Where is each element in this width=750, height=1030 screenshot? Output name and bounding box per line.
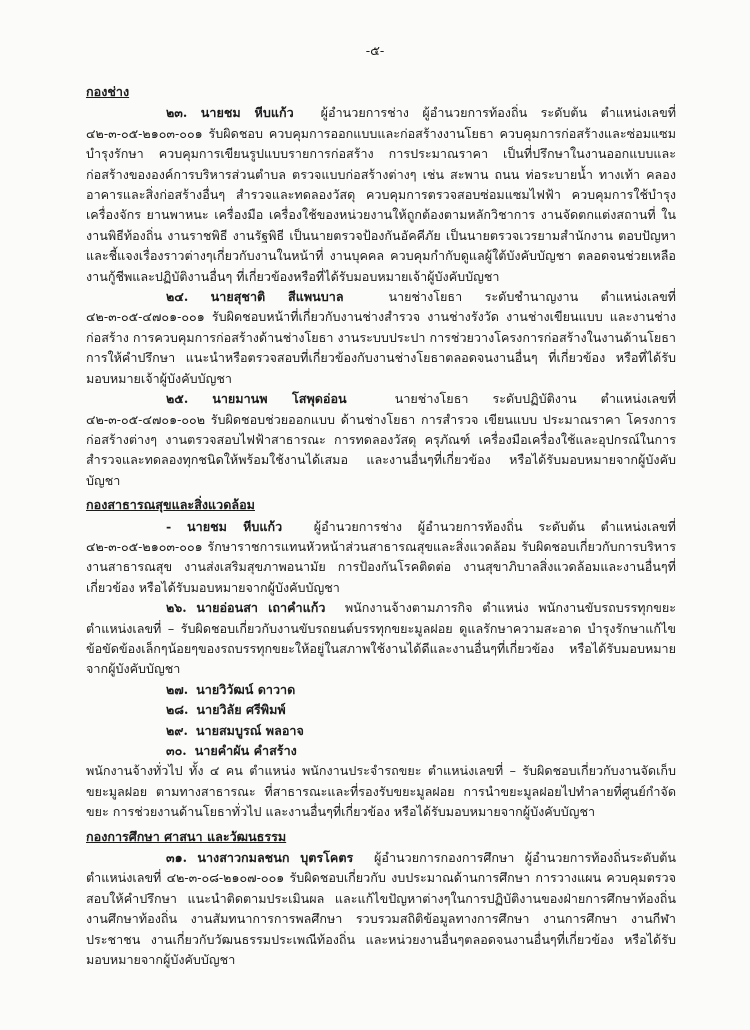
staff-entry bbox=[86, 103, 676, 287]
staff-name: นายมานพ โสพุดอ่อน bbox=[212, 391, 347, 407]
staff-list-item bbox=[86, 741, 676, 761]
entry-number: ๒๕. bbox=[166, 391, 189, 407]
entry-number: - bbox=[166, 518, 172, 534]
staff-list-item bbox=[86, 700, 676, 720]
section-heading-engineering: กองช่าง bbox=[86, 84, 130, 99]
staff-name: นางสาวกมลชนก บุตรโคตร bbox=[197, 850, 354, 866]
staff-entry bbox=[86, 848, 676, 970]
page-number: -๕- bbox=[365, 44, 385, 59]
staff-name: นายคำผัน คำสร้าง bbox=[194, 743, 297, 758]
staff-entry bbox=[86, 389, 676, 491]
document-body bbox=[86, 78, 676, 970]
entry-number: ๒๗. bbox=[166, 681, 189, 697]
entry-description: ผู้อำนวยการช่าง ผู้อำนวยการท้องถิ่น ระดับต้น ตำแหน่งเลขที่ ๔๒-๓-๐๕-๒๑๐๓-๐๐๑ รับผิดชอบ ควบคุมการออกแบบและก่อสร้างงานโยธา ควบคุมการก่อสร้างและซ่อมแซมบำรุงรักษา ควบคุมการเขียนรูปแบบรายการก่อสร้าง การประมาณราคา เป็นที่ปรึกษาในงานออกแบบและก่อสร้างขององค์การบริหารส่วนตำบล ตรวจแบบก่อสร้างต่างๆ เช่น สะพาน ถนน ท่อระบายน้ำ ทางเท้า คลอง อาคารและสิ่งก่อสร้างอื่นๆ สำรวจและทดลองวัสดุ ควบคุมการตรวจสอบซ่อมแซมไฟฟ้า ควบคุมการใช้บำรุงเครื่องจักร ยานพาหนะ เครื่องมือ เครื่องใช้ของหน่วยงานให้ถูกต้องตามหลักวิชาการ งานจัดตกแต่งสถานที่ ในงานพิธีท้องถิ่น งานราชพิธี งานรัฐพิธี เป็นนายตรวจป้องกันอัคคีภัย เป็นนายตรวจเวรยามสำนักงาน ตอบปัญหาและชี้แจงเรื่องราวต่างๆเกี่ยวกับงานในหน้าที่ งานบุคคล ควบคุมกำกับดูแลผู้ใต้บังคับบัญชา ตลอดจนช่วยเหลืองานกู้ชีพและปฏิบัติงานอื่นๆ ที่เกี่ยวข้องหรือที่ได้รับมอบหมายเจ้าผู้บังคับบัญชา bbox=[86, 105, 676, 284]
entry-number: ๒๓. bbox=[166, 105, 188, 121]
staff-entry bbox=[86, 517, 676, 599]
entry-number: ๒๖. bbox=[166, 600, 187, 616]
entry-description: ผู้อำนวยการกองการศึกษา ผู้อำนวยการท้องถิ่นระดับต้น ตำแหน่งเลขที่ ๔๒-๓-๐๘-๒๑๐๗-๐๐๑ รับผิดชอบเกี่ยวกับ งบประมาณด้านการศึกษา การวางแผน ควบคุมตรวจสอบให้คำปรึกษา แนะนำติดตามประเมินผล และแก้ไขปัญหาต่างๆในการปฏิบัติงานของฝ่ายการศึกษาท้องถิ่นงานศึกษาท้องถิ่น งานสัมทนาการการพลศึกษา รวบรวมสถิติข้อมูลทางการศึกษา งานการศึกษา งานกีฬาประชาชน งานเกี่ยวกับวัฒนธรรมประเพณีท้องถิ่น และหน่วยงานอื่นๆตลอดจนงานอื่นๆที่เกี่ยวข้อง หรือได้รับมอบหมายจากผู้บังคับบัญชา bbox=[86, 850, 676, 968]
staff-entry bbox=[86, 287, 676, 389]
staff-name: นายสุชาติ สีแพนบาล bbox=[210, 289, 344, 305]
entry-number: ๓๐. bbox=[166, 743, 187, 758]
entry-number: ๒๘. bbox=[166, 702, 189, 718]
staff-list-note: พนักงานจ้างทั่วไป ทั้ง ๔ คน ตำแหน่ง พนักงานประจำรถขยะ ตำแหน่งเลขที่ – รับผิดชอบเกี่ยวกับงานจัดเก็บขยะมูลฝอย ตามทางสาธารณะ ที่สาธารณะและที่รองรับขยะมูลฝอย การนำขยะมูลฝอยไปทำลายที่ศูนย์กำจัดขยะ การช่วยงานด้านโยธาทั่วไป และงานอื่นๆที่เกี่ยวข้อง หรือได้รับมอบหมายจากผู้บังคับบัญชา bbox=[86, 763, 676, 820]
entry-number: ๒๔. bbox=[166, 289, 189, 305]
entry-number: ๓๑. bbox=[166, 850, 187, 866]
section-heading-education: กองการศึกษา ศาสนา และวัฒนธรรม bbox=[86, 828, 287, 844]
staff-entry bbox=[86, 598, 676, 680]
entry-description: พนักงานจ้างตามภารกิจ ตำแหน่ง พนักงานขับรถบรรทุกขยะ ตำแหน่งเลขที่ – รับผิดชอบเกี่ยวกับงานขับรถยนต์บรรทุกขยะมูลฝอย ดูแลรักษาความสะอาด บำรุงรักษาแก้ไขข้อขัดข้องเล็กๆน้อยๆของรถบรรทุกขยะให้อยู่ในสภาพใช้งานได้ดีและงานอื่นๆที่เกี่ยวข้อง หรือได้รับมอบหมายจากผู้บังคับบัญชา bbox=[86, 600, 676, 677]
entry-number: ๒๙. bbox=[166, 722, 188, 738]
staff-name: นายวิลัย ศรีพิมพ์ bbox=[196, 702, 286, 718]
entry-description: นายช่างโยธา ระดับชำนาญงาน ตำแหน่งเลขที่ ๔๒-๓-๐๕-๔๗๐๑-๐๐๑ รับผิดชอบหน้าที่เกี่ยวกับงานช่างสำรวจ งานช่างรังวัด งานช่างเขียนแบบ และงานช่างก่อสร้าง การควบคุมการก่อสร้างด้านช่างโยธา งานระบบประปา การช่วยวางโครงการก่อสร้างในงานด้านโยธา การให้คำปรึกษา แนะนำหรือตรวจสอบที่เกี่ยวข้องกับงานช่างโยธาตลอดจนงานอื่นๆ ที่เกี่ยวข้อง หรือที่ได้รับมอบหมายเจ้าผู้บังคับบัญชา bbox=[86, 289, 676, 386]
entry-description: นายช่างโยธา ระดับปฏิบัติงาน ตำแหน่งเลขที่ ๔๒-๓-๐๕-๔๗๐๑-๐๐๒ รับผิดชอบช่วยออกแบบ ด้านช่างโยธา การสำรวจ เขียนแบบ ประมาณราคา โครงการก่อสร้างต่างๆ งานตรวจสอบไฟฟ้าสาธารณะ การทดลองวัสดุ ครุภัณฑ์ เครื่องมือเครื่องใช้และอุปกรณ์ในการสำรวจและทดลองทุกชนิดให้พร้อมใช้งานได้เสมอ และงานอื่นๆที่เกี่ยวข้อง หรือได้รับมอบหมายจากผู้บังคับบัญชา bbox=[86, 391, 676, 488]
staff-list-item bbox=[86, 680, 676, 700]
section-heading-public-health: กองสาธารณสุขและสิ่งแวดล้อม bbox=[86, 497, 255, 513]
staff-name: นายชม หีบแก้ว bbox=[200, 105, 294, 121]
staff-name: นายสมบูรณ์ พลอาจ bbox=[195, 722, 304, 738]
staff-name: นายวิวัฒน์ ดาวาด bbox=[196, 681, 296, 697]
entry-description: ผู้อำนวยการช่าง ผู้อำนวยการท้องถิ่น ระดับต้น ตำแหน่งเลขที่ ๔๒-๓-๐๕-๒๑๐๓-๐๐๑ รักษาราชการแทนหัวหน้าส่วนสาธารณสุขและสิ่งแวดล้อม รับผิดชอบเกี่ยวกับการบริหารงานสาธารณสุข งานส่งเสริมสุขภาพอนามัย การป้องกันโรคติดต่อ งานสุขาภิบาลสิ่งแวดล้อมและงานอื่นๆที่เกี่ยวข้อง หรือได้รับมอบหมายจากผู้บังคับบัญชา bbox=[86, 518, 676, 595]
staff-list-item bbox=[86, 721, 676, 741]
staff-name: นายชม หีบแก้ว bbox=[187, 518, 283, 534]
staff-name: นายอ่อนสา เถาคำแก้ว bbox=[196, 600, 326, 616]
